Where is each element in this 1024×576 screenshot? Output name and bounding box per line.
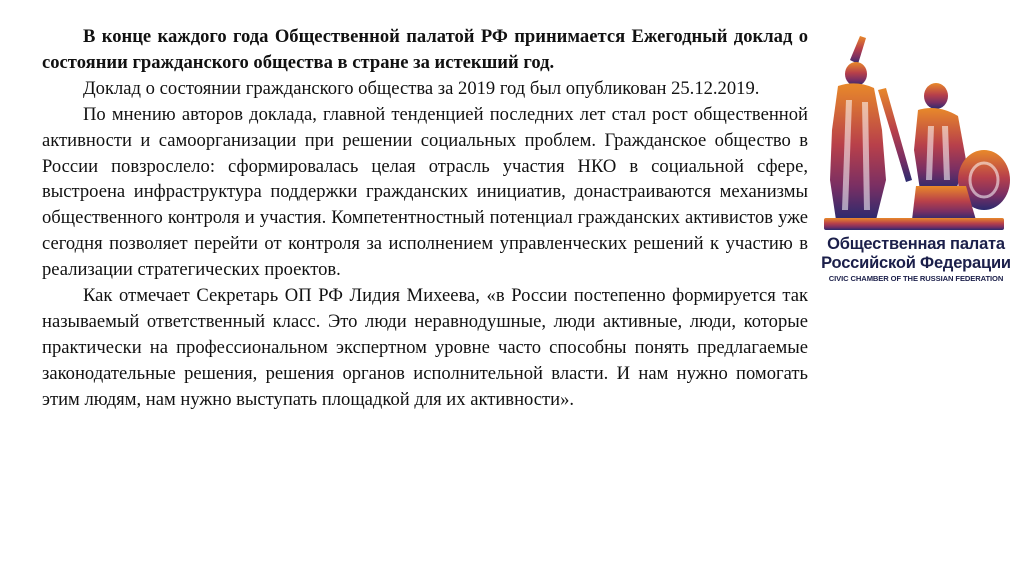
logo-subtitle: CIVIC CHAMBER OF THE RUSSIAN FEDERATION [828,274,1004,283]
paragraph-quote: Как отмечает Секретарь ОП РФ Лидия Михеева, «в России постепенно формируется так называемый ответственный класс. Это люди неравнодушные, люди активные, люди, которые практически на профессиональном экспертном уровне часто способны понять предлагаемые законодательные решения, решения органов исполнительной власти. И нам нужно помогать этим людям, нам нужно выступать площадкой для их активности». [42,285,808,410]
paragraph-trends: По мнению авторов доклада, главной тенденцией последних лет стал рост общественной активности и самоорганизации при решении социальных проблем. Гражданское общество в России повзрослело: сформировалась целая отрасль участия НКО в социальной сфере, выстроена инфраструктура поддержки гражданских инициатив, донастраиваются механизмы общественного контроля и участия. Компетентностный потенциал гражданских активистов уже сегодня позволяет перейти от контроля за исполнением управленческих решений к участию в реализации стратегических проектов. [42,103,808,281]
logo-title-line2: Российской Федерации [821,254,1011,272]
minin-pozharsky-monument-icon [816,30,1016,235]
civic-chamber-logo [816,30,1016,286]
document-body [42,24,808,413]
lead-paragraph: В конце каждого года Общественной палатой РФ принимается Ежегодный доклад о состоянии гражданского общества в стране за истекший год. [42,26,808,73]
logo-title-line1: Общественная палата [827,235,1005,253]
paragraph-publication: Доклад о состоянии гражданского общества за 2019 год был опубликован 25.12.2019. [83,77,760,99]
